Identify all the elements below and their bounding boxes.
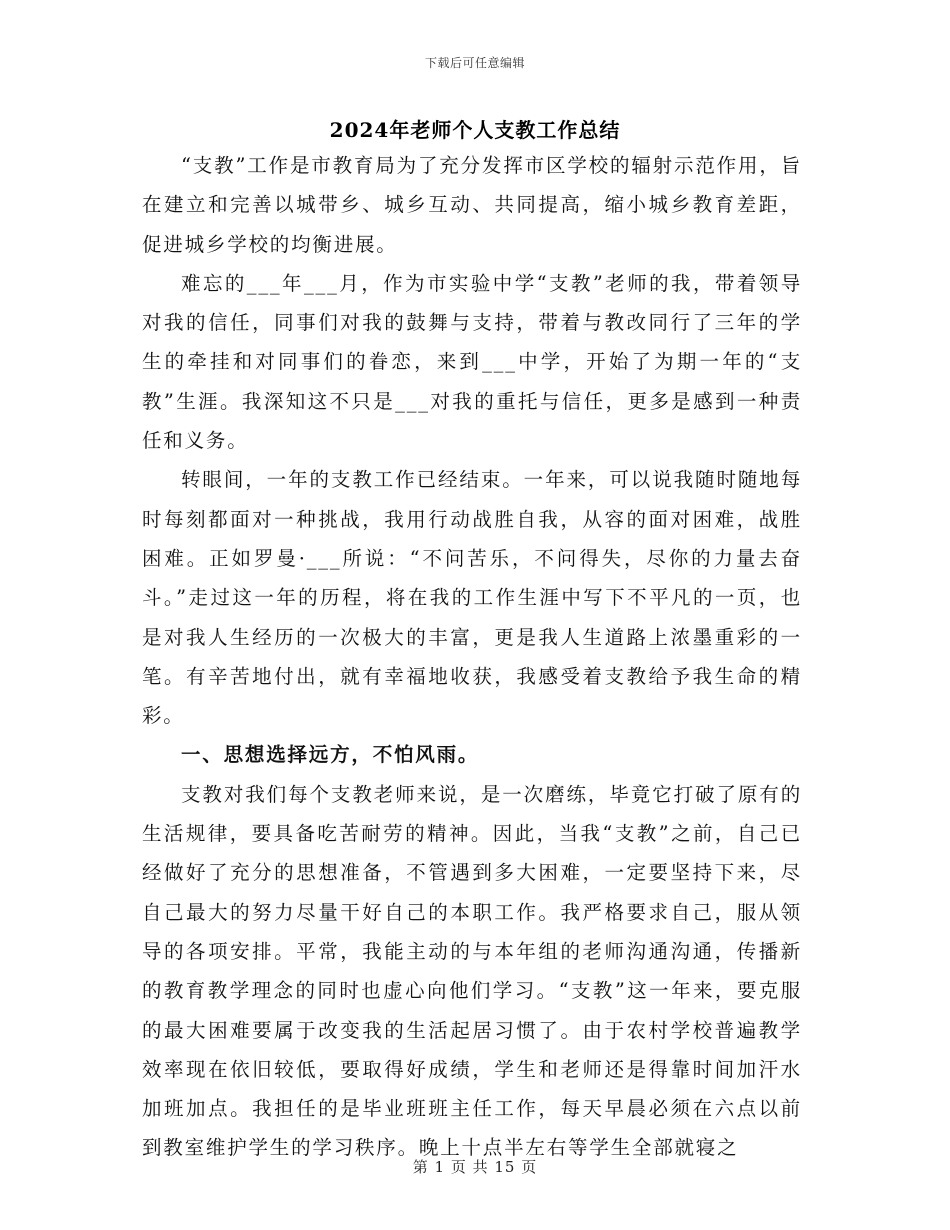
document-title: 2024年老师个人支教工作总结	[329, 118, 621, 142]
body-paragraph: “支教”工作是市教育局为了充分发挥市区学校的辐射示范作用，旨在建立和完善以城带乡、城乡互动、共同提高，缩小城乡教育差距，促进城乡学校的均衡进展。	[142, 154, 802, 256]
page-footer-indicator: 第 1 页 共 15 页	[412, 1158, 538, 1176]
body-paragraph: 转眼间，一年的支教工作已经结束。一年来，可以说我随时随地每时每刻都面对一种挑战，我用行动战胜自我，从容的面对困难，战胜困难。正如罗曼·___所说：“不问苦乐，不问得失，尽你的力量去奋斗。”走过这一年的历程，将在我的工作生涯中写下不平凡的一页，也是对我人生经历的一次极大的丰富，更是我人生道路上浓墨重彩的一笔。有辛苦地付出，就有幸福地收获，我感受着支教给予我生命的精彩。	[142, 468, 802, 728]
page-header-note: 下载后可任意编辑	[424, 56, 525, 70]
body-paragraph: 难忘的___年___月，作为市实验中学“支教”老师的我，带着领导对我的信任，同事们对我的鼓舞与支持，带着与教改同行了三年的学生的牵挂和对同事们的眷恋，来到___中学，开始了为期一年的“支教”生涯。我深知这不只是___对我的重托与信任，更多是感到一种责任和义务。	[142, 271, 802, 453]
body-paragraph: 支教对我们每个支教老师来说，是一次磨练，毕竟它打破了原有的生活规律，要具备吃苦耐劳的精神。因此，当我“支教”之前，自己已经做好了充分的思想准备，不管遇到多大困难，一定要坚持下来，尽自己最大的努力尽量干好自己的本职工作。我严格要求自己，服从领导的各项安排。平常，我能主动的与本年组的老师沟通沟通，传播新的教育教学理念的同时也虚心向他们学习。“支教”这一年来，要克服的最大困难要属于改变我的生活起居习惯了。由于农村学校普遍教学效率现在依旧较低，要取得好成绩，学生和老师还是得靠时间加汗水加班加点。我担任的是毕业班班主任工作，每天早晨必须在六点以前到教室维护学生的学习秩序。晚上十点半左右等学生全部就寝之	[142, 782, 802, 1160]
document-body	[142, 146, 802, 1168]
section-heading: 一、思想选择远方，不怕风雨。	[181, 743, 480, 767]
